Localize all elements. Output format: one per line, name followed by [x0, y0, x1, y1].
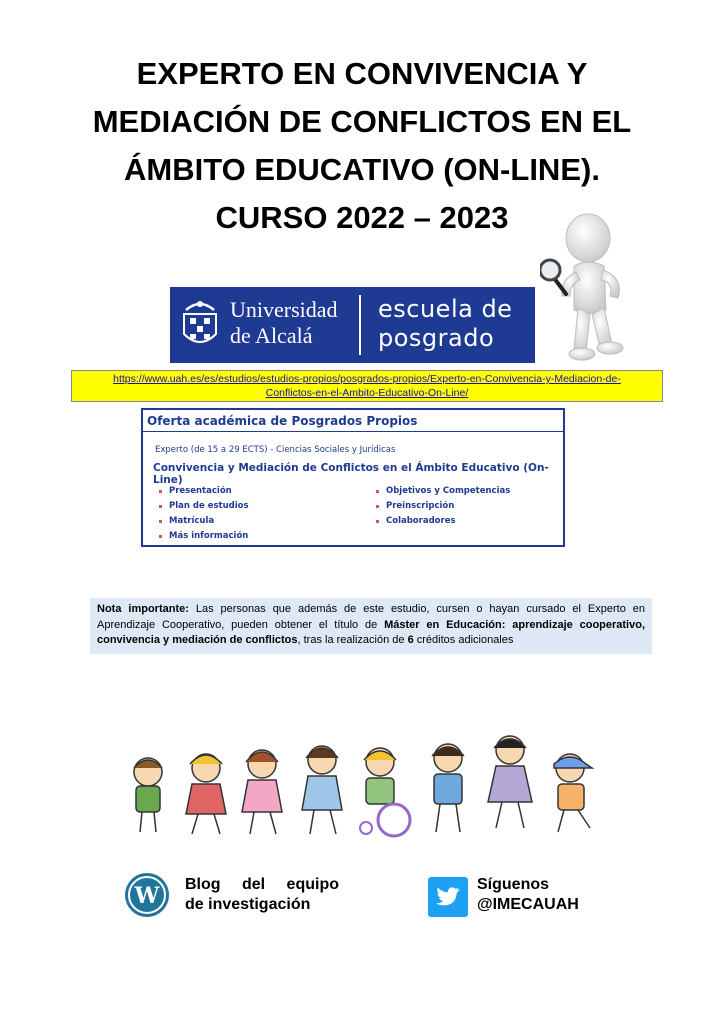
university-banner	[170, 287, 535, 363]
children-illustration	[122, 728, 612, 840]
university-crest-icon	[180, 296, 220, 352]
wordpress-icon	[124, 872, 170, 918]
nota-master-title: Máster en Educación: aprendizaje cooperativo, convivencia y mediación de conflictos	[97, 618, 646, 646]
nota-importante	[90, 598, 652, 654]
link-objetivos[interactable]: Objetivos y Competencias	[376, 484, 510, 499]
magnifier-figure-illustration	[540, 210, 650, 365]
link-plan-de-estudios[interactable]: Plan de estudios	[159, 499, 249, 514]
oferta-heading: Oferta académica de Posgrados Propios	[143, 410, 563, 432]
svg-text:W: W	[134, 883, 160, 909]
nota-label: Nota importante:	[97, 603, 189, 615]
banner-divider	[359, 295, 361, 355]
school-name: escuela de posgrado	[378, 295, 513, 352]
link-presentacion[interactable]: Presentación	[159, 484, 249, 499]
nota-text: créditos adicionales	[413, 634, 514, 646]
course-url-link[interactable]: https://www.uah.es/es/estudios/estudios-propios/posgrados-propios/Experto-en-Convivencia-y-Mediacion-de- Conflictos-en-el-Ambito-Educativo-On-Line/	[113, 373, 621, 399]
title-line: ÁMBITO EDUCATIVO (ON-LINE).	[124, 152, 600, 187]
oferta-subheading: Experto (de 15 a 29 ECTS) - Ciencias Sociales y Jurídicas	[155, 445, 396, 455]
twitter-text: Síguenos @IMECAUAH	[477, 876, 579, 913]
university-name: Universidad de Alcalá	[230, 297, 338, 348]
title-line: MEDIACIÓN DE CONFLICTOS EN EL	[92, 104, 632, 139]
title-line: EXPERTO EN CONVIVENCIA Y	[136, 56, 588, 91]
link-matricula[interactable]: Matrícula	[159, 514, 249, 529]
title-line: CURSO 2022 – 2023	[215, 200, 509, 235]
twitter-icon	[428, 877, 468, 917]
nota-credits: 6	[407, 634, 414, 646]
oferta-links-right	[376, 484, 510, 529]
oferta-links-left	[159, 484, 249, 544]
blog-text: Blog del equipo de investigación	[185, 876, 339, 913]
nota-text: , tras la realización de	[297, 634, 408, 646]
link-preinscripcion[interactable]: Preinscripción	[376, 499, 510, 514]
link-colaboradores[interactable]: Colaboradores	[376, 514, 510, 529]
oferta-course-title: Convivencia y Mediación de Conflictos en el Ámbito Educativo (On-Line)	[153, 462, 549, 486]
course-url-box	[71, 370, 663, 402]
nota-text: Las personas que además de este estudio, cursen o hayan cursado el Experto en Aprendizaje Cooperativo, pueden obtener el título de	[97, 603, 646, 631]
oferta-academica-panel	[141, 408, 565, 547]
link-mas-informacion[interactable]: Más información	[159, 529, 249, 544]
